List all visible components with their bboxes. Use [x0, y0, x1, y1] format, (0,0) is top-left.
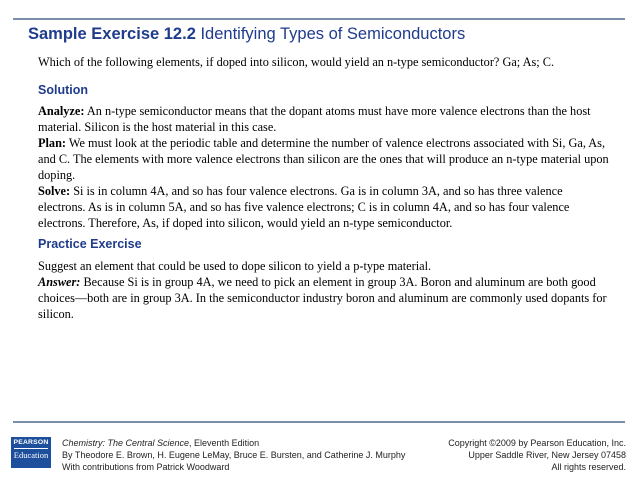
- analyze-paragraph: [38, 103, 610, 135]
- practice-body: [38, 258, 610, 322]
- rights-line: All rights reserved.: [551, 462, 626, 472]
- book-line: [62, 437, 405, 449]
- plan-text: We must look at the periodic table and determine the number of valence electrons associated with Si, Ga, As, and C. The elements with more valence electrons than silicon are the ones that will produce an n-type material upon doping.: [38, 136, 609, 182]
- practice-question: Suggest an element that could be used to dope silicon to yield a p-type material.: [38, 259, 432, 273]
- book-title: Chemistry: The Central Science: [62, 438, 190, 448]
- authors-line: By Theodore E. Brown, H. Eugene LeMay, Bruce E. Bursten, and Catherine J. Murphy: [62, 450, 406, 460]
- copyright-line: Copyright ©2009 by Pearson Education, Inc.: [448, 438, 626, 448]
- solution-heading: Solution: [38, 83, 88, 97]
- logo-education-text: Education: [13, 450, 49, 460]
- analyze-text: An n-type semiconductor means that the dopant atoms must have more valence electrons than the host material. Silicon is the host material in this case.: [38, 104, 591, 134]
- analyze-label: Analyze:: [38, 104, 85, 118]
- page-title: [28, 25, 465, 44]
- logo-pearson-text: PEARSON: [13, 439, 49, 446]
- answer-label: Answer:: [38, 275, 81, 289]
- practice-heading: Practice Exercise: [38, 237, 142, 251]
- pearson-logo: [11, 437, 51, 468]
- bottom-divider: [13, 421, 625, 423]
- title-exercise-number: Sample Exercise 12.2: [28, 25, 196, 43]
- solution-body: [38, 103, 610, 231]
- footer-citation: [62, 437, 405, 473]
- address-line: Upper Saddle River, New Jersey 07458: [468, 450, 626, 460]
- plan-paragraph: [38, 135, 610, 183]
- plan-label: Plan:: [38, 136, 67, 150]
- solve-label: Solve:: [38, 184, 71, 198]
- answer-paragraph: [38, 274, 610, 322]
- exercise-question: Which of the following elements, if doped into silicon, would yield an n-type semiconductor? Ga; As; C.: [38, 55, 555, 69]
- title-topic: Identifying Types of Semiconductors: [200, 25, 466, 43]
- solve-text: Si is in column 4A, and so has four valence electrons. Ga is in column 3A, and so has three valence electrons. As is in column 5A, and so has five valence electrons; C is in column 4A, and so has four valence electrons. Therefore, As, if doped into silicon, would yield an n-type semiconductor.: [38, 184, 570, 230]
- answer-text: Because Si is in group 4A, we need to pick an element in group 3A. Boron and aluminum are both good choices—both are in group 3A. In the semiconductor industry boron and aluminum are commonly used dopants for silicon.: [38, 275, 607, 321]
- book-edition: , Eleventh Edition: [189, 438, 260, 448]
- contributions-line: With contributions from Patrick Woodward: [62, 462, 230, 472]
- footer-copyright: [448, 437, 626, 473]
- solve-paragraph: [38, 183, 610, 231]
- top-divider: [13, 18, 625, 20]
- logo-divider: [14, 448, 48, 449]
